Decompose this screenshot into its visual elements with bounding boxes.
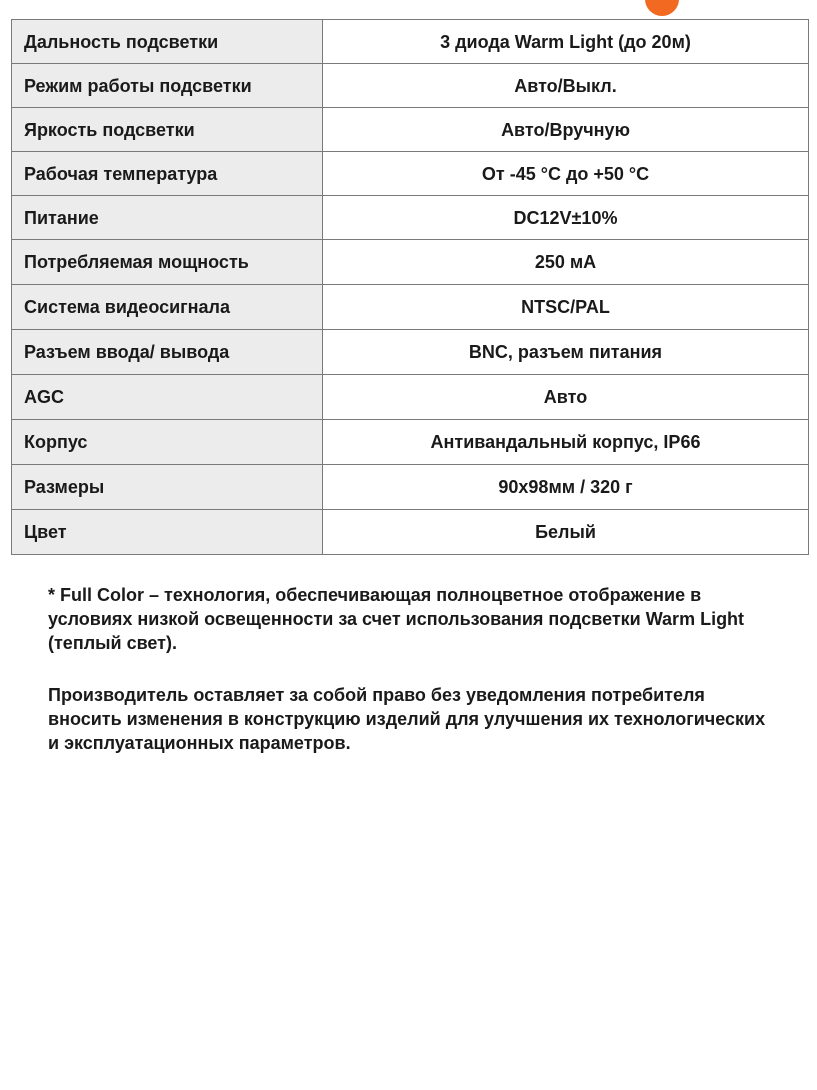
table-row bbox=[12, 240, 809, 285]
spec-param-label: Корпус bbox=[12, 420, 323, 465]
spec-value: BNC, разъем питания bbox=[323, 330, 809, 375]
spec-param-label: Питание bbox=[12, 196, 323, 240]
table-row bbox=[12, 420, 809, 465]
table-row bbox=[12, 196, 809, 240]
spec-value: Авто bbox=[323, 375, 809, 420]
spec-param-label: AGC bbox=[12, 375, 323, 420]
full-color-footnote: * Full Color – технология, обеспечивающая полноцветное отображение в условиях низкой освещенности за счет использования подсветки Warm Light (теплый свет). bbox=[48, 585, 745, 653]
table-row bbox=[12, 64, 809, 108]
spec-param-label: Цвет bbox=[12, 510, 323, 555]
spec-value: DC12V±10% bbox=[323, 196, 809, 240]
spec-value: 3 диода Warm Light (до 20м) bbox=[323, 20, 809, 64]
spec-param-label: Режим работы подсветки bbox=[12, 64, 323, 108]
spec-value: NTSC/PAL bbox=[323, 285, 809, 330]
table-row bbox=[12, 152, 809, 196]
spec-value: Белый bbox=[323, 510, 809, 555]
spec-param-label: Яркость подсветки bbox=[12, 108, 323, 152]
manufacturer-disclaimer: Производитель оставляет за собой право без уведомления потребителя вносить изменения в конструкцию изделий для улучшения их технологических и эксплуатационных параметров. bbox=[48, 685, 766, 753]
spec-value: Авто/Выкл. bbox=[323, 64, 809, 108]
spec-value: От -45 °С до +50 °С bbox=[323, 152, 809, 196]
table-row bbox=[12, 330, 809, 375]
spec-value: 250 мА bbox=[323, 240, 809, 285]
specifications-table bbox=[11, 19, 809, 555]
spec-param-label: Разъем ввода/ вывода bbox=[12, 330, 323, 375]
spec-param-label: Размеры bbox=[12, 465, 323, 510]
spec-param-label: Потребляемая мощность bbox=[12, 240, 323, 285]
table-row bbox=[12, 375, 809, 420]
spec-value: Авто/Вручную bbox=[323, 108, 809, 152]
notes-section bbox=[48, 583, 768, 783]
table-row bbox=[12, 285, 809, 330]
table-row bbox=[12, 510, 809, 555]
spec-param-label: Система видеосигнала bbox=[12, 285, 323, 330]
spec-param-label: Дальность подсветки bbox=[12, 20, 323, 64]
table-row bbox=[12, 465, 809, 510]
spec-param-label: Рабочая температура bbox=[12, 152, 323, 196]
brand-logo-fragment bbox=[645, 0, 679, 16]
spec-value: Антивандальный корпус, IP66 bbox=[323, 420, 809, 465]
spec-value: 90x98мм / 320 г bbox=[323, 465, 809, 510]
table-row bbox=[12, 108, 809, 152]
table-row bbox=[12, 20, 809, 64]
